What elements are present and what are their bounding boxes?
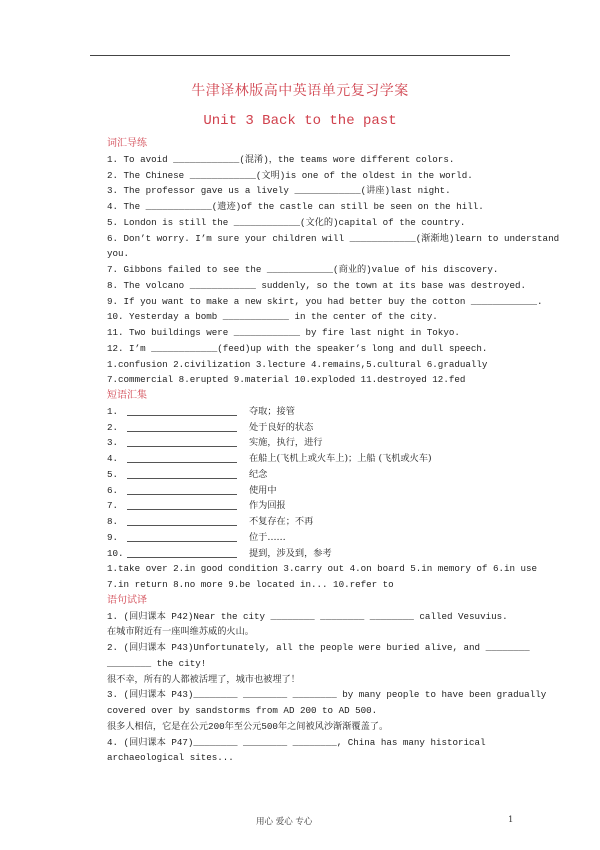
phrase-item [107,435,512,451]
phrase-item [107,451,512,467]
phrase-number: 9. [107,531,119,543]
sentence-line: 1. (回归课本 P42)Near the city ________ ________ ________ called Vesuvius. [107,610,508,622]
phrase-answers-1: 1.take over 2.in good condition 3.carry out 4.on board 5.in memory of 6.in use [107,563,538,575]
document-title: 牛津译林版高中英语单元复习学案 [191,83,409,99]
phrase-item [107,498,512,514]
vocab-line: 11. Two buildings were ____________ by fire last night in Tokyo. [107,327,460,338]
phrase-item [107,467,512,483]
sentence-line: 很不幸，所有的人都被活埋了，城市也被埋了！ [107,673,300,685]
phrases-heading: 短语汇集 [107,390,147,401]
phrase-meaning: 夺取；接管 [249,405,295,417]
phrase-number: 3. [107,437,119,449]
vocab-line: 10. Yesterday a bomb ____________ in the center of the city. [107,311,438,323]
sentence-line: archaeological sites... [107,752,234,764]
phrase-number: 2. [107,421,119,433]
vocab-line: 7. Gibbons failed to see the ____________(商业的)value of his discovery. [107,264,499,275]
phrase-meaning: 实施，执行，进行 [249,437,323,449]
header-rule [90,55,510,56]
phrase-number: 5. [107,468,119,480]
phrase-blank[interactable] [127,420,237,432]
document-body [107,136,560,766]
vocab-line: 12. I’m ____________(feed)up with the speaker’s long and dull speech. [107,342,488,354]
vocab-line: 8. The volcano ____________ suddenly, so the town at its base was destroyed. [107,279,527,291]
phrase-number: 4. [107,453,119,464]
sentence-line: 在城市附近有一座叫维苏威的火山。 [107,626,254,638]
vocab-line: 7.commercial 8.erupted 9.material 10.exploded 11.destroyed 12.fed [107,374,466,386]
phrase-blank[interactable] [127,483,237,495]
phrase-item [107,404,512,420]
phrase-meaning: 处于良好的状态 [249,421,314,433]
phrase-number: 7. [107,500,119,512]
phrases-section [107,404,512,562]
phrase-meaning: 作为回报 [249,500,286,512]
vocab-line: 2. The Chinese ____________(文明)is one of the oldest in the world. [107,169,473,181]
footer-motto: 用心 爱心 专心 [256,817,313,827]
phrase-blank[interactable] [127,514,237,526]
vocab-line: 3. The professor gave us a lively ____________(讲座)last night. [107,185,451,197]
phrase-blank[interactable] [127,451,237,463]
sentences-section [107,609,547,767]
sentence-line: 4. (回归课本 P47)________ ________ ________, China has many historical [107,736,486,748]
vocab-section [107,152,560,388]
sentence-line: 3. (回归课本 P43)________ ________ ________ by many people to have been gradually [107,689,547,701]
sentence-line: 很多人相信，它是在公元200年至公元500年之间被风沙渐渐覆盖了。 [107,720,389,732]
phrase-item [107,530,512,546]
phrase-blank[interactable] [127,546,237,558]
phrase-meaning: 使用中 [249,484,277,496]
vocab-line: 9. If you want to make a new skirt, you had better buy the cotton ____________. [107,295,543,307]
vocab-line: you. [107,248,130,260]
phrase-answers-2: 7.in return 8.no more 9.be located in... 10.refer to [107,579,394,590]
phrase-meaning: 在船上(飞机上或火车上)；上船 (飞机或火车) [249,453,432,464]
phrase-blank[interactable] [127,498,237,510]
phrase-item [107,514,512,530]
phrase-number: 8. [107,516,119,527]
phrase-number: 10. [107,547,124,559]
sentence-line: ________ the city! [107,657,207,669]
vocab-line: 6. Don’t worry. I’m sure your children will ____________(渐渐地)learn to understand [107,232,560,244]
phrase-item [107,546,512,562]
sentences-heading: 语句试译 [107,594,147,606]
phrase-item [107,483,512,499]
vocab-line: 1.confusion 2.civilization 3.lecture 4.remains,5.cultural 6.gradually [107,358,488,370]
sentence-line: covered over by sandstorms from AD 200 to AD 500. [107,705,378,716]
vocab-line: 4. The ____________(遗迹)of the castle can still be seen on the hill. [107,201,484,212]
phrase-blank[interactable] [127,435,237,447]
phrase-blank[interactable] [127,404,237,416]
phrase-item [107,420,512,436]
phrase-number: 1. [107,405,119,417]
phrase-meaning: 不复存在；不再 [249,516,314,527]
unit-title: Unit 3 Back to the past [203,113,397,129]
sentence-line: 2. (回归课本 P43)Unfortunately, all the people were buried alive, and ________ [107,642,530,653]
phrase-blank[interactable] [127,530,237,542]
vocab-heading: 词汇导练 [107,138,147,149]
vocab-line: 1. To avoid ____________(混淆)，the teams wore different colors. [107,153,455,165]
phrase-meaning: 位于…… [249,531,286,543]
phrase-number: 6. [107,484,119,496]
page-number: 1 [508,815,514,825]
vocab-line: 5. London is still the ____________(文化的)capital of the country. [107,216,466,228]
phrase-meaning: 纪念 [249,468,268,480]
phrase-blank[interactable] [127,467,237,479]
phrase-meaning: 提到，涉及到，参考 [249,547,332,559]
